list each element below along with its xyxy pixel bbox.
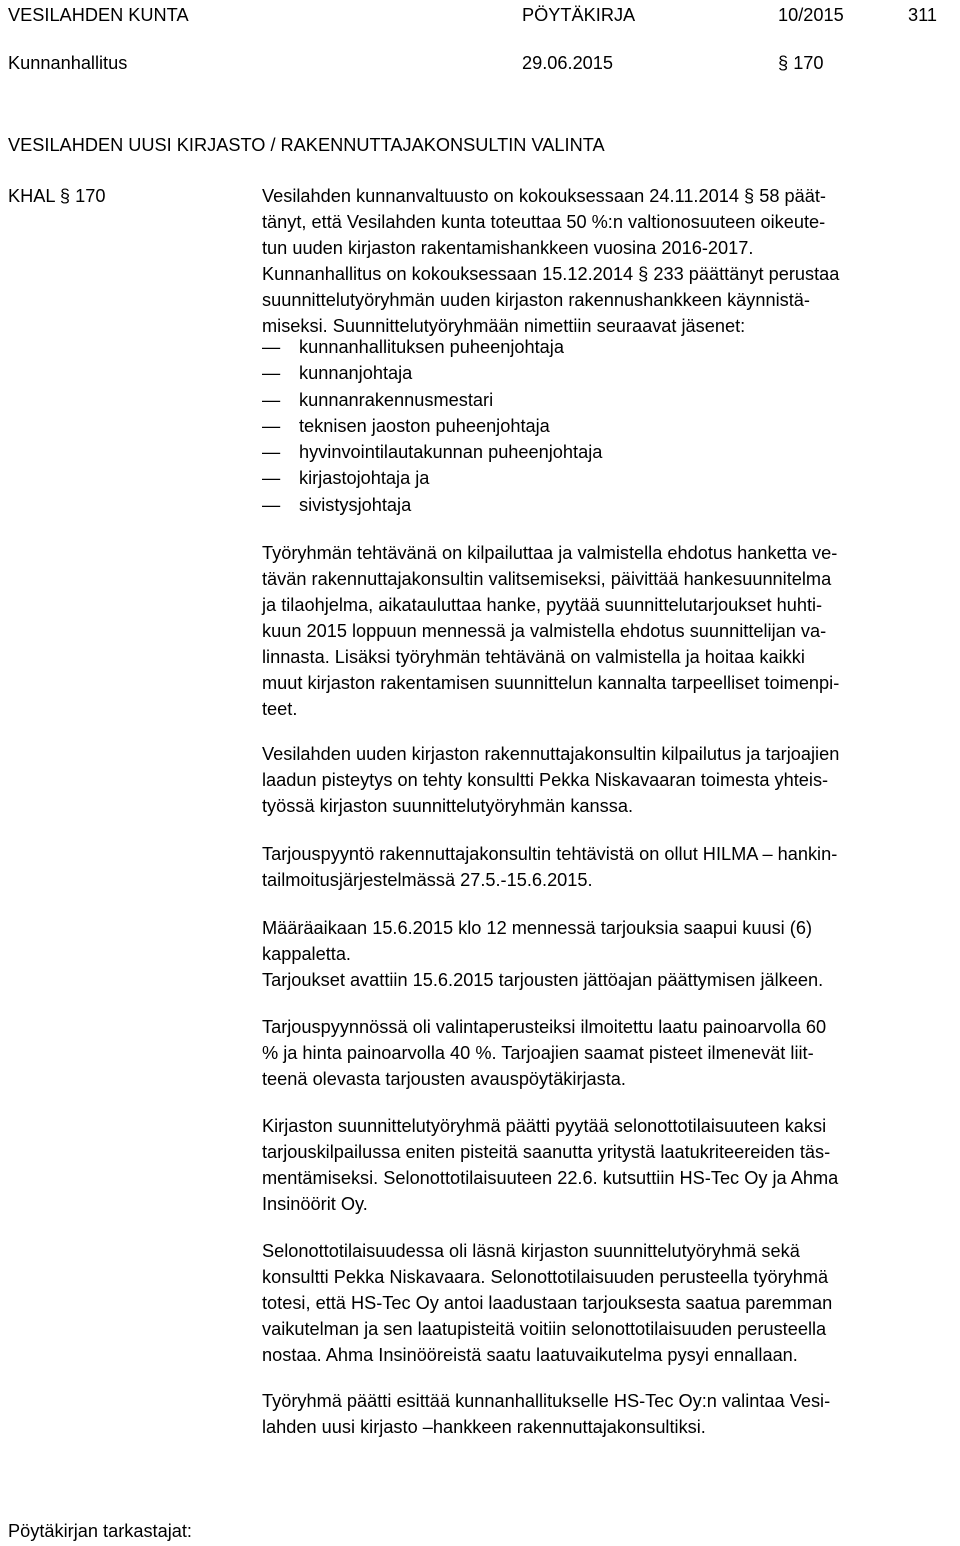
text-line: konsultti Pekka Niskavaara. Selonottotilaisuuden perusteella työryhmä <box>262 1267 829 1287</box>
task-paragraph <box>262 540 952 722</box>
list-item: — teknisen jaoston puheenjohtaja <box>262 413 952 439</box>
list-item: — kunnanrakennusmestari <box>262 387 952 413</box>
list-item: — kirjastojohtaja ja <box>262 465 952 491</box>
criteria-paragraph <box>262 1014 952 1092</box>
text-line: miseksi. Suunnittelutyöryhmään nimettiin seuraavat jäsenet: <box>262 316 746 336</box>
reviewers-label: Pöytäkirjan tarkastajat: <box>8 1521 192 1541</box>
khal-section-symbol: § <box>59 186 71 206</box>
khal-number: 170 <box>75 186 106 206</box>
text-line: totesi, että HS-Tec Oy antoi laadustaan tarjouksesta saatua paremman <box>262 1293 833 1313</box>
text-line: Kunnanhallitus on kokouksessaan 15.12.2014 § 233 päättänyt perustaa <box>262 264 840 284</box>
text-line: Tarjouspyyntö rakennuttajakonsultin tehtävistä on ollut HILMA – hankin- <box>262 844 838 864</box>
municipality-name: VESILAHDEN KUNTA <box>8 5 189 25</box>
text-line: Tarjoukset avattiin 15.6.2015 tarjousten jättöajan päättymisen jälkeen. <box>262 970 824 990</box>
section-symbol: § <box>778 53 789 73</box>
text-line: Selonottotilaisuudessa oli läsnä kirjaston suunnittelutyöryhmä sekä <box>262 1241 800 1261</box>
text-line: vaikutelman ja sen laatupisteitä voitiin selonottotilaisuuden perusteella <box>262 1319 827 1339</box>
intro-paragraph <box>262 183 952 339</box>
text-line: laadun pisteytys on tehty konsultti Pekka Niskavaaran toimesta yhteis- <box>262 770 829 790</box>
text-line: Työryhmä päätti esittää kunnanhallitukselle HS-Tec Oy:n valintaa Vesi- <box>262 1391 831 1411</box>
text-line: muut kirjaston rakentamisen suunnittelun kannalta tarpeelliset toimenpi- <box>262 673 840 693</box>
text-line: nostaa. Ahma Insinööreistä saatu laatuvaikutelma pysyi ennallaan. <box>262 1345 798 1365</box>
text-line: Työryhmän tehtävänä on kilpailuttaa ja valmistella ehdotus hanketta ve- <box>262 543 838 563</box>
dash-bullet: — <box>262 389 281 410</box>
text-line: Kirjaston suunnittelutyöryhmä päätti pyytää selonottotilaisuuteen kaksi <box>262 1116 827 1136</box>
list-item: — sivistysjohtaja <box>262 492 952 518</box>
meeting-body: Kunnanhallitus <box>8 53 128 73</box>
text-line: kuun 2015 loppuun mennessä ja valmistella ehdotus suunnittelijan va- <box>262 621 827 641</box>
text-line: linnasta. Lisäksi työryhmän tehtävänä on valmistella ja hoitaa kaikki <box>262 647 805 667</box>
text-line: tarjouskilpailussa eniten pisteitä saanutta yritystä laatukriteereiden täs- <box>262 1142 831 1162</box>
text-line: mentämiseksi. Selonottotilaisuuteen 22.6. kutsuttiin HS-Tec Oy ja Ahma <box>262 1168 839 1188</box>
list-item: — kunnanjohtaja <box>262 360 952 386</box>
review-paragraph <box>262 1238 952 1368</box>
page-title: VESILAHDEN UUSI KIRJASTO / RAKENNUTTAJAKONSULTIN VALINTA <box>8 135 605 155</box>
dash-bullet: — <box>262 363 281 384</box>
document-number: 10/2015 <box>778 5 844 25</box>
proposal-paragraph <box>262 1388 952 1440</box>
competition-paragraph <box>262 741 952 819</box>
section-reference <box>778 50 824 76</box>
dash-bullet: — <box>262 415 281 436</box>
meeting-date: 29.06.2015 <box>522 53 614 73</box>
text-line: suunnittelutyöryhmän uuden kirjaston rakennushankkeen käynnistä- <box>262 290 810 310</box>
dash-bullet: — <box>262 468 281 489</box>
tender-request-paragraph <box>262 841 952 893</box>
dash-bullet: — <box>262 442 281 463</box>
text-line: teenä olevasta tarjousten avauspöytäkirjasta. <box>262 1069 626 1089</box>
text-line: tailmoitusjärjestelmässä 27.5.-15.6.2015. <box>262 870 593 890</box>
members-list <box>262 334 952 518</box>
khal-reference <box>8 183 105 209</box>
page-number: 311 <box>908 5 937 25</box>
text-line: työssä kirjaston suunnittelutyöryhmän kanssa. <box>262 796 634 816</box>
selection-paragraph <box>262 1113 952 1217</box>
dash-bullet: — <box>262 337 281 357</box>
list-item: — kunnanhallituksen puheenjohtaja <box>262 334 952 360</box>
text-line: Vesilahden uuden kirjaston rakennuttajakonsultin kilpailutus ja tarjoajien <box>262 744 840 764</box>
text-line: tänyt, että Vesilahden kunta toteuttaa 50 %:n valtionosuuteen oikeute- <box>262 212 826 232</box>
section-symbol: § <box>638 264 649 284</box>
text-line: Tarjouspyynnössä oli valintaperusteiksi ilmoitettu laatu painoarvolla 60 <box>262 1017 827 1037</box>
text-line: % ja hinta painoarvolla 40 %. Tarjoajien saamat pisteet ilmenevät liit- <box>262 1043 814 1063</box>
section-number: 170 <box>793 53 824 73</box>
text-line: Määräaikaan 15.6.2015 klo 12 mennessä tarjouksia saapui kuusi (6) <box>262 918 812 938</box>
text-line: kappaletta. <box>262 944 351 964</box>
text-line: tävän rakennuttajakonsultin valitsemiseksi, päivittää hankesuunnitelma <box>262 569 832 589</box>
section-symbol: § <box>744 186 755 206</box>
text-line: lahden uusi kirjasto –hankkeen rakennuttajakonsultiksi. <box>262 1417 706 1437</box>
text-line: tun uuden kirjaston rakentamishankkeen vuosina 2016-2017. <box>262 238 754 258</box>
document-type: PÖYTÄKIRJA <box>522 5 636 25</box>
dash-bullet: — <box>262 494 281 515</box>
list-item: — hyvinvointilautakunnan puheenjohtaja <box>262 439 952 465</box>
text-line: Insinöörit Oy. <box>262 1194 368 1214</box>
text-line: ja tilaohjelma, aikatauluttaa hanke, pyytää suunnittelutarjoukset huhti- <box>262 595 823 615</box>
text-line: teet. <box>262 699 298 719</box>
deadline-paragraph <box>262 915 952 993</box>
text-line: Vesilahden kunnanvaltuusto on kokouksessaan 24.11.2014 § 58 päät- <box>262 186 826 206</box>
khal-label: KHAL <box>8 186 55 206</box>
